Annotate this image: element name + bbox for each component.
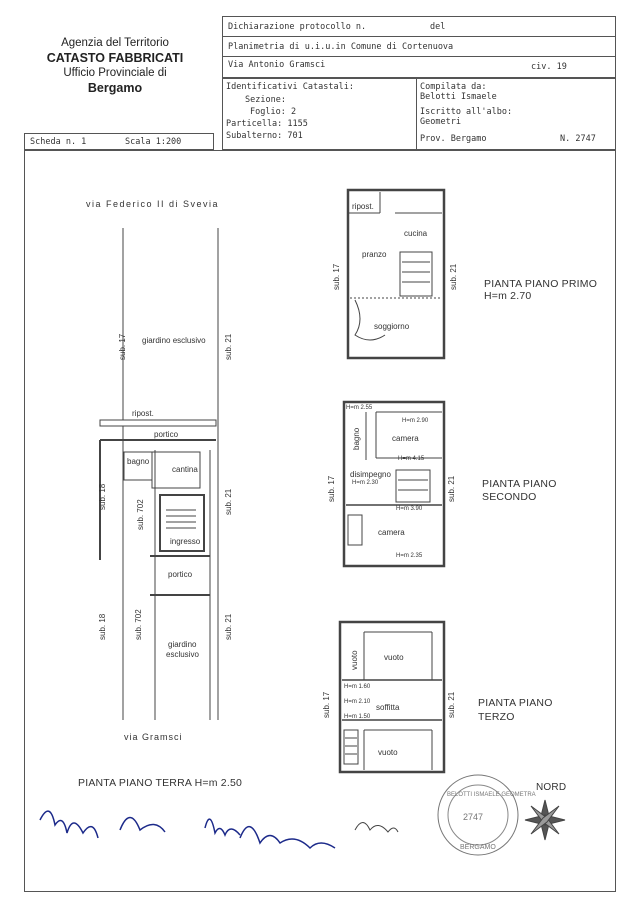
g-sub17: sub. 17 bbox=[118, 333, 127, 360]
nord-label: NORD bbox=[536, 782, 567, 793]
foglio-label: Foglio: 2 bbox=[250, 107, 297, 117]
scala-label: Scala 1:200 bbox=[125, 137, 182, 147]
p2-h235: H=m 2.35 bbox=[396, 553, 423, 559]
p3-soffitta: soffitta bbox=[376, 703, 400, 712]
catasto-title: CATASTO FABBRICATI bbox=[46, 51, 184, 65]
p2-camera: camera bbox=[392, 434, 419, 443]
dichiarazione-label: Dichiarazione protocollo n. bbox=[228, 22, 367, 32]
iscritto-label: Iscritto all'albo: bbox=[420, 107, 513, 117]
del-label: del bbox=[430, 22, 446, 32]
p2-sub17: sub. 17 bbox=[327, 475, 336, 502]
p1-title2: H=m 2.70 bbox=[484, 290, 532, 302]
g-sub18-top: sub. 18 bbox=[98, 483, 107, 510]
p2-h255: H=m 2.55 bbox=[346, 405, 373, 411]
g-giardino2b: esclusivo bbox=[166, 650, 199, 659]
particella-label: Particella: 1155 bbox=[226, 119, 308, 129]
g-sub18-bottom: sub. 18 bbox=[98, 613, 107, 640]
stamp-name: BELOTTI ISMAELE GEOMETRA bbox=[447, 792, 536, 798]
p2-sub21: sub. 21 bbox=[447, 475, 456, 502]
scheda-label: Scheda n. 1 bbox=[30, 137, 87, 147]
numero-label: N. 2747 bbox=[560, 134, 596, 144]
g-giardino: giardino esclusivo bbox=[142, 336, 206, 345]
g-ripost: ripost. bbox=[132, 409, 154, 418]
g-sub21-mid: sub. 21 bbox=[224, 488, 233, 515]
p2-h390: H=m 3.90 bbox=[396, 506, 423, 512]
planimetria-label: Planimetria di u.i.u.in Comune di Cortenuova bbox=[228, 42, 454, 52]
ground-title: PIANTA PIANO TERRA H=m 2.50 bbox=[78, 777, 243, 789]
g-portico-top: portico bbox=[154, 430, 179, 439]
g-cantina: cantina bbox=[172, 465, 198, 474]
p3-vuoto-bottom: vuoto bbox=[378, 748, 398, 757]
p2-h230: H=m 2.30 bbox=[352, 480, 379, 486]
g-sub702-top: sub. 702 bbox=[136, 499, 145, 530]
p3-vuoto-left: vuoto bbox=[350, 650, 359, 670]
p3-vuoto-top: vuoto bbox=[384, 653, 404, 662]
subalterno-label: Subalterno: 701 bbox=[226, 131, 303, 141]
albo-label: Geometri bbox=[420, 117, 461, 127]
g-ingresso: ingresso bbox=[170, 537, 201, 546]
g-sub21: sub. 21 bbox=[224, 333, 233, 360]
p2-bagno: bagno bbox=[352, 427, 361, 450]
p2-h290: H=m 2.90 bbox=[402, 418, 429, 424]
provincia-label: Bergamo bbox=[87, 81, 143, 95]
p3-title2: TERZO bbox=[478, 711, 515, 723]
street-bottom: via Gramsci bbox=[124, 732, 183, 742]
p2-title1: PIANTA PIANO bbox=[482, 478, 557, 490]
p3-h210: H=m 2.10 bbox=[344, 699, 371, 705]
ufficio-label: Ufficio Provinciale di bbox=[63, 67, 167, 79]
p2-h415: H=m 4.15 bbox=[398, 456, 425, 462]
stamp-number: 2747 bbox=[463, 812, 484, 822]
p3-h150: H=m 1.50 bbox=[344, 714, 371, 720]
civ-label: civ. 19 bbox=[531, 62, 567, 72]
g-portico-bottom: portico bbox=[168, 570, 193, 579]
g-sub21-bottom: sub. 21 bbox=[224, 613, 233, 640]
p1-ripost: ripost. bbox=[352, 202, 374, 211]
agency-name: Agenzia del Territorio bbox=[61, 37, 169, 49]
p3-title1: PIANTA PIANO bbox=[478, 697, 553, 709]
p2-disimpegno: disimpegno bbox=[350, 470, 391, 479]
p1-soggiorno: soggiorno bbox=[374, 322, 410, 331]
g-sub702-bottom: sub. 702 bbox=[134, 609, 143, 640]
stamp-place: BERGAMO bbox=[460, 844, 496, 851]
compilata-label: Compilata da: bbox=[420, 82, 487, 92]
p1-sub17: sub. 17 bbox=[332, 263, 341, 290]
street-top: via Federico II di Svevia bbox=[86, 199, 220, 209]
p3-sub21: sub. 21 bbox=[447, 691, 456, 718]
p1-cucina: cucina bbox=[404, 229, 428, 238]
sezione-label: Sezione: bbox=[245, 95, 286, 105]
p2-title2: SECONDO bbox=[482, 491, 537, 503]
g-bagno: bagno bbox=[127, 457, 150, 466]
p3-sub17: sub. 17 bbox=[322, 691, 331, 718]
p1-pranzo: pranzo bbox=[362, 250, 387, 259]
p2-camera2: camera bbox=[378, 528, 405, 537]
p1-sub21: sub. 21 bbox=[449, 263, 458, 290]
compilatore-name: Belotti Ismaele bbox=[420, 92, 497, 102]
p3-h160: H=m 1.60 bbox=[344, 684, 371, 690]
prov-label: Prov. Bergamo bbox=[420, 134, 487, 144]
identificativi-label: Identificativi Catastali: bbox=[226, 82, 354, 92]
g-giardino2a: giardino bbox=[168, 640, 197, 649]
via-label: Via Antonio Gramsci bbox=[228, 60, 326, 70]
p1-title1: PIANTA PIANO PRIMO bbox=[484, 278, 598, 290]
